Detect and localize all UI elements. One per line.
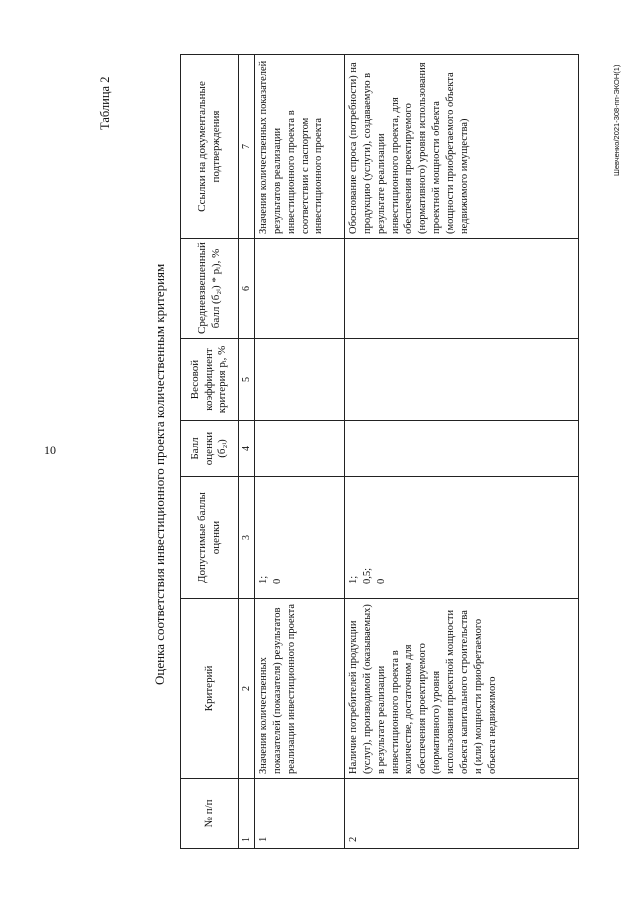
column-number: 1 bbox=[239, 779, 255, 849]
footer-code: Шевченко/2021-308-пп-ЭКОН(1) bbox=[612, 64, 621, 176]
header-cell: Ссылки на документальные подтверждения bbox=[181, 55, 239, 239]
criteria-table bbox=[180, 55, 578, 849]
header-cell: Средневзвешенный балл (б₂ᵢ) * рᵢ), % bbox=[181, 239, 239, 339]
documents-cell: Обоснование спроса (потребности) на продукцию (услуги), создаваемую в результате реализации инвестиционного проекта, для обеспечения проектируемого (нормативного) уровня использования проектной мощности объекта (мощности приобретаемого объекта недвижимого имущества) bbox=[345, 55, 579, 239]
weighted-score-cell bbox=[345, 239, 579, 339]
allowed-scores-cell: 1; 0,5; 0 bbox=[345, 477, 579, 599]
header-row bbox=[181, 55, 239, 849]
page-number: 10 bbox=[44, 443, 56, 457]
weight-cell bbox=[255, 339, 345, 421]
table-row bbox=[255, 55, 345, 849]
column-number: 6 bbox=[239, 239, 255, 339]
header-cell: Допустимые баллы оценки bbox=[181, 477, 239, 599]
score-cell bbox=[255, 421, 345, 477]
documents-cell: Значения количественных показателей результатов реализации инвестиционного проекта в соответствии с паспортом инвестиционного проекта bbox=[255, 55, 345, 239]
header-cell: Балл оценки (б₂ᵢ) bbox=[181, 421, 239, 477]
score-cell bbox=[345, 421, 579, 477]
weighted-score-cell bbox=[255, 239, 345, 339]
table-label: Таблица 2 bbox=[98, 76, 112, 130]
allowed-scores-cell: 1; 0 bbox=[255, 477, 345, 599]
header-cell: № п/п bbox=[181, 779, 239, 849]
column-number: 4 bbox=[239, 421, 255, 477]
header-cell: Критерий bbox=[181, 599, 239, 779]
weight-cell bbox=[345, 339, 579, 421]
column-number: 7 bbox=[239, 55, 255, 239]
column-number: 2 bbox=[239, 599, 255, 779]
row-number: 2 bbox=[345, 779, 579, 849]
column-number-row bbox=[239, 55, 255, 849]
table-row bbox=[345, 55, 579, 849]
column-number: 3 bbox=[239, 477, 255, 599]
header-cell: Весовой коэффициент критерия рᵢ, % bbox=[181, 339, 239, 421]
criterion-cell: Значения количественных показателей (показателя) результатов реализации инвестиционного проекта bbox=[255, 599, 345, 779]
table-title: Оценка соответствия инвестиционного проекта количественным критериям bbox=[152, 263, 167, 685]
column-number: 5 bbox=[239, 339, 255, 421]
criterion-cell: Наличие потребителей продукции (услуг), производимой (оказываемых) в результате реализации инвестиционного проекта в количестве, достаточном для обеспечения проектируемого (нормативного) уровня использования проектной мощности объекта капитального строительства и (или) мощности приобретаемого объекта недвижимого bbox=[345, 599, 579, 779]
row-number: 1 bbox=[255, 779, 345, 849]
